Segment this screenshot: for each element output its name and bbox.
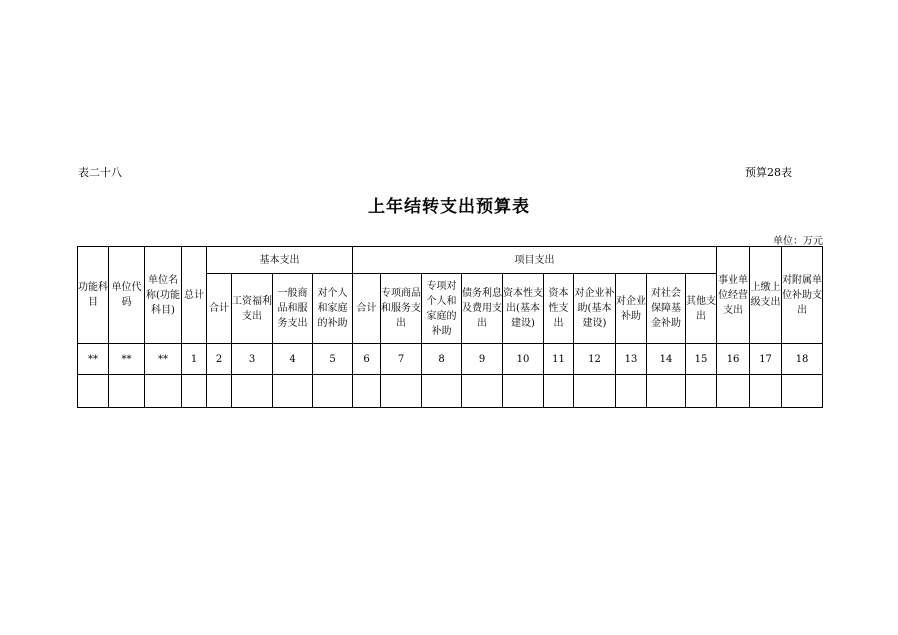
unit-label: 单位：万元 (773, 236, 823, 247)
header-other-expenditure: 其他支出 (686, 274, 717, 344)
data-cell (313, 375, 353, 408)
index-row (78, 344, 823, 375)
data-cell (273, 375, 313, 408)
header-unit-name: 单位名称(功能科目) (145, 247, 182, 344)
index-cell: 14 (647, 344, 686, 375)
data-cell (422, 375, 462, 408)
data-cell (647, 375, 686, 408)
data-cell (109, 375, 145, 408)
header-basic-subtotal: 合计 (207, 274, 232, 344)
data-cell (782, 375, 823, 408)
table-number: 表二十八 (78, 166, 122, 179)
header-household-subsidy: 对个人和家庭的补助 (313, 274, 353, 344)
index-cell: ** (78, 344, 109, 375)
index-cell: 15 (686, 344, 717, 375)
index-cell: 9 (462, 344, 503, 375)
header-salary-welfare: 工资福利支出 (232, 274, 273, 344)
data-cell (503, 375, 544, 408)
header-basic-expenditure: 基本支出 (207, 247, 353, 274)
header-enterprise-subsidy-construction: 对企业补助(基本建设) (574, 274, 616, 344)
index-cell: 13 (616, 344, 647, 375)
index-cell: 3 (232, 344, 273, 375)
data-cell (616, 375, 647, 408)
header-debt-interest: 债务利息及费用支出 (462, 274, 503, 344)
table-row (78, 375, 823, 408)
data-cell (381, 375, 422, 408)
header-to-affiliated: 对附属单位补助支出 (782, 247, 823, 344)
header-func-subject: 功能科目 (78, 247, 109, 344)
header-capital-construction: 资本性支出(基本建设) (503, 274, 544, 344)
index-cell: 12 (574, 344, 616, 375)
form-number: 预算28表 (745, 166, 792, 179)
data-cell (750, 375, 782, 408)
data-cell (574, 375, 616, 408)
index-cell: 7 (381, 344, 422, 375)
data-cell (182, 375, 207, 408)
index-cell: 16 (717, 344, 750, 375)
header-unit-code: 单位代码 (109, 247, 145, 344)
data-cell (717, 375, 750, 408)
index-cell: 5 (313, 344, 353, 375)
index-cell: 18 (782, 344, 823, 375)
data-cell (145, 375, 182, 408)
data-cell (207, 375, 232, 408)
index-cell: ** (145, 344, 182, 375)
data-cell (353, 375, 381, 408)
data-cell (462, 375, 503, 408)
index-cell: 11 (544, 344, 574, 375)
index-cell: 4 (273, 344, 313, 375)
header-special-goods-services: 专项商品和服务支出 (381, 274, 422, 344)
data-cell (78, 375, 109, 408)
header-special-household-subsidy: 专项对个人和家庭的补助 (422, 274, 462, 344)
data-cell (232, 375, 273, 408)
header-project-expenditure: 项目支出 (353, 247, 717, 274)
header-business-expense: 事业单位经营支出 (717, 247, 750, 344)
header-social-security-subsidy: 对社会保障基金补助 (647, 274, 686, 344)
index-cell: 8 (422, 344, 462, 375)
data-cell (686, 375, 717, 408)
index-cell: 17 (750, 344, 782, 375)
index-cell: 2 (207, 344, 232, 375)
data-cell (544, 375, 574, 408)
index-cell: 10 (503, 344, 544, 375)
index-cell: 6 (353, 344, 381, 375)
header-project-subtotal: 合计 (353, 274, 381, 344)
header-enterprise-subsidy: 对企业补助 (616, 274, 647, 344)
header-goods-services: 一般商品和服务支出 (273, 274, 313, 344)
index-cell: ** (109, 344, 145, 375)
header-to-higher: 上缴上级支出 (750, 247, 782, 344)
page-title: 上年结转支出预算表 (368, 197, 530, 217)
header-capital-expenditure: 资本性支出 (544, 274, 574, 344)
budget-table (77, 246, 823, 408)
header-total: 总计 (182, 247, 207, 344)
index-cell: 1 (182, 344, 207, 375)
